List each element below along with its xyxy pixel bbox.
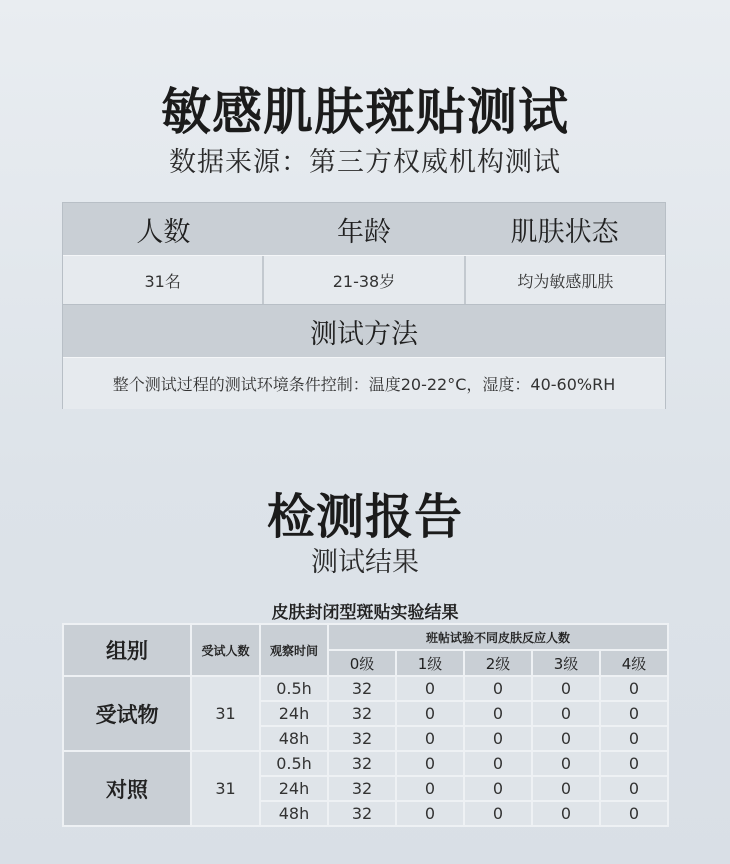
header-people: 人数 xyxy=(136,216,191,248)
value-cell: 0 xyxy=(600,801,668,826)
value-cell: 32 xyxy=(328,701,396,726)
time-cell: 0.5h xyxy=(260,676,328,701)
value-cell: 0 xyxy=(532,676,600,701)
subjects-cell: 31 xyxy=(191,676,260,751)
value-cell: 0 xyxy=(396,676,464,701)
value-people: 31名 xyxy=(63,256,264,304)
value-cell: 0 xyxy=(532,801,600,826)
test-method-heading: 测试方法 xyxy=(63,305,665,357)
test-info-header-row xyxy=(63,203,665,255)
col-reaction-header: 班帖试验不同皮肤反应人数 xyxy=(328,624,668,650)
report-subtitle: 测试结果 xyxy=(311,547,419,578)
col-group-header: 组别 xyxy=(63,624,191,676)
results-table-caption: 皮肤封闭型斑贴实验结果 xyxy=(271,603,459,623)
value-cell: 0 xyxy=(396,751,464,776)
value-cell: 0 xyxy=(600,726,668,751)
value-cell: 32 xyxy=(328,776,396,801)
col-time-header: 观察时间 xyxy=(260,624,328,676)
report-title: 检测报告 xyxy=(266,489,463,545)
value-cell: 0 xyxy=(464,676,532,701)
value-cell: 32 xyxy=(328,801,396,826)
level-0-header: 0级 xyxy=(328,650,396,676)
level-2-header: 2级 xyxy=(464,650,532,676)
level-3-header: 3级 xyxy=(532,650,600,676)
value-cell: 0 xyxy=(396,701,464,726)
level-4-header: 4级 xyxy=(600,650,668,676)
value-cell: 32 xyxy=(328,676,396,701)
value-cell: 0 xyxy=(532,751,600,776)
value-cell: 0 xyxy=(464,726,532,751)
level-1-header: 1级 xyxy=(396,650,464,676)
value-cell: 0 xyxy=(396,776,464,801)
test-info-value-row xyxy=(63,255,665,305)
subjects-cell: 31 xyxy=(191,751,260,826)
value-cell: 0 xyxy=(600,751,668,776)
value-cell: 0 xyxy=(600,701,668,726)
results-table xyxy=(62,623,669,827)
page-title: 敏感肌肤斑贴测试 xyxy=(161,82,569,141)
value-cell: 32 xyxy=(328,726,396,751)
group-name-cell: 对照 xyxy=(63,751,191,826)
value-cell: 0 xyxy=(464,776,532,801)
value-cell: 0 xyxy=(600,676,668,701)
value-cell: 0 xyxy=(464,701,532,726)
time-cell: 0.5h xyxy=(260,751,328,776)
value-skin-status: 均为敏感肌肤 xyxy=(517,271,614,291)
value-cell: 0 xyxy=(396,726,464,751)
value-cell: 0 xyxy=(532,701,600,726)
results-header-row xyxy=(63,624,668,650)
time-cell: 48h xyxy=(260,726,328,751)
time-cell: 48h xyxy=(260,801,328,826)
header-skin-status: 肌肤状态 xyxy=(510,216,619,248)
value-cell: 0 xyxy=(464,801,532,826)
time-cell: 24h xyxy=(260,701,328,726)
test-method-text: 整个测试过程的测试环境条件控制：温度20-22°C，湿度：40-60%RH xyxy=(63,357,665,409)
col-subjects-header: 受试人数 xyxy=(191,624,260,676)
value-cell: 32 xyxy=(328,751,396,776)
test-info-table xyxy=(62,202,666,409)
value-cell: 0 xyxy=(464,751,532,776)
header-age: 年龄 xyxy=(337,216,391,248)
value-cell: 0 xyxy=(396,801,464,826)
time-cell: 24h xyxy=(260,776,328,801)
value-age: 21-38岁 xyxy=(264,256,465,304)
value-cell: 0 xyxy=(600,776,668,801)
group-name-cell: 受试物 xyxy=(63,676,191,751)
table-row xyxy=(63,676,668,701)
data-source-subtitle: 数据来源：第三方权威机构测试 xyxy=(169,147,561,178)
value-cell: 0 xyxy=(532,776,600,801)
value-cell: 0 xyxy=(532,726,600,751)
table-row xyxy=(63,751,668,776)
